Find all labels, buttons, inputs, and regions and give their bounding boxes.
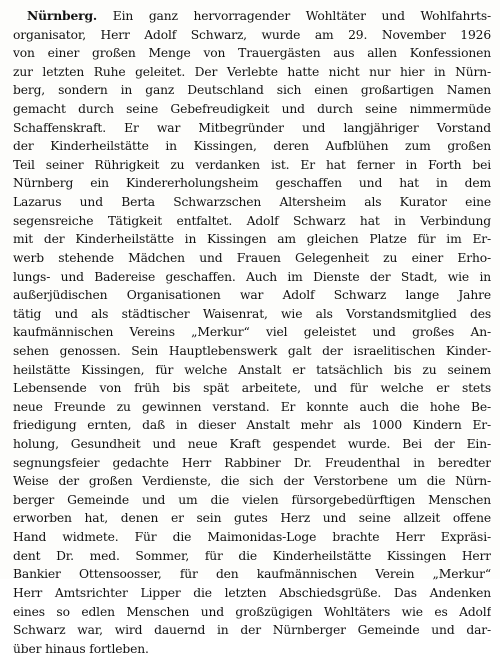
article-line: Teil seiner Rührigkeit zu verdanken ist. Er hat ferner in Forth bei [13,157,491,172]
article-line: werb stehende Mädchen und Frauen Gelegenheit zu einer Erho- [13,250,491,265]
article-line: berg, sondern in ganz Deutschland sich einen großartigen Namen [13,83,491,98]
article-line: lungs- und Badereise geschaffen. Auch im Dienste der Stadt, wie in [13,269,491,284]
article-line: über hinaus fortleben. [13,641,149,656]
article-lead-word: Nürnberg. [27,8,98,23]
article-line: außerjüdischen Organisationen war Adolf Schwarz lange Jahre [13,288,491,303]
article-line: zur letzten Ruhe geleitet. Der Verlebte hatte nicht nur hier in Nürn- [13,64,491,79]
article-column [13,7,491,658]
article-line-text: Ein ganz hervorragender Wohltäter und Wohlfahrts- [112,9,491,23]
article-line: Nürnberg ein Kindererholungsheim geschaffen und hat in dem [13,176,491,191]
article-line: Bankier Ottensoosser, für den kaufmännischen Verein „Merkur“ [13,567,491,582]
article-line: segensreiche Tätigkeit entfaltet. Adolf Schwarz hat in Verbindung [13,213,491,228]
article-line: segnungsfeier gedachte Herr Rabbiner Dr. Freudenthal in beredter [13,455,491,470]
article-line: Schwarz war, wird dauernd in der Nürnberger Gemeinde und dar- [13,623,491,638]
article-line: Herr Amtsrichter Lipper die letzten Abschiedsgrüße. Das Andenken [13,585,491,600]
article-line: sehen genossen. Sein Hauptlebenswerk galt der israelitischen Kinder- [13,343,491,358]
article-line: dent Dr. med. Sommer, für die Kinderheilstätte Kissingen Herr [13,548,491,563]
article-line: Lebensende von früh bis spät arbeitete, und für welche er stets [13,381,491,396]
article-line: friedigung ernten, daß in dieser Anstalt mehr als 1000 Kindern Er- [13,418,491,433]
article-line: erworben hat, denen er sein gutes Herz und seine allzeit offene [13,511,491,526]
article-line: heilstätte Kissingen, für welche Anstalt er tatsächlich bis zu seinem [13,362,491,377]
article-line: eines so edlen Menschen und großzügigen Wohltäters wie es Adolf [13,604,491,619]
article-line: kaufmännischen Vereins „Merkur“ viel geleistet und großes An- [13,325,491,340]
article-line: neue Freunde zu gewinnen verstand. Er konnte auch die hohe Be- [13,399,491,414]
article-line: von einer großen Menge von Trauergästen aus allen Konfessionen [13,46,491,61]
article-line: Hand widmete. Für die Maimonidas-Loge brachte Herr Expräsi- [13,530,491,545]
article-line: gemacht durch seine Gebefreudigkeit und durch seine nimmermüde [13,102,491,117]
article-line: holung, Gesundheit und neue Kraft gespendet wurde. Bei der Ein- [13,437,491,452]
article-line: mit der Kinderheilstätte in Kissingen am gleichen Platze für im Er- [13,232,491,247]
article-line: der Kinderheilstätte in Kissingen, deren Aufblühen zum großen [13,139,491,154]
article-line: Lazarus und Berta Schwarzschen Altersheim als Kurator eine [13,195,491,210]
article-line: tätig und als städtischer Waisenrat, wie als Vorstandsmitglied des [13,306,491,321]
article-line: berger Gemeinde und um die vielen fürsorgebedürftigen Menschen [13,492,491,507]
article-line [13,7,491,26]
article-line: organisator, Herr Adolf Schwarz, wurde am 29. November 1926 [13,27,491,42]
article-line: Weise der großen Verdienste, die sich der Verstorbene um die Nürn- [13,474,491,489]
article-line: Schaffenskraft. Er war Mitbegründer und langjähriger Vorstand [13,120,491,135]
